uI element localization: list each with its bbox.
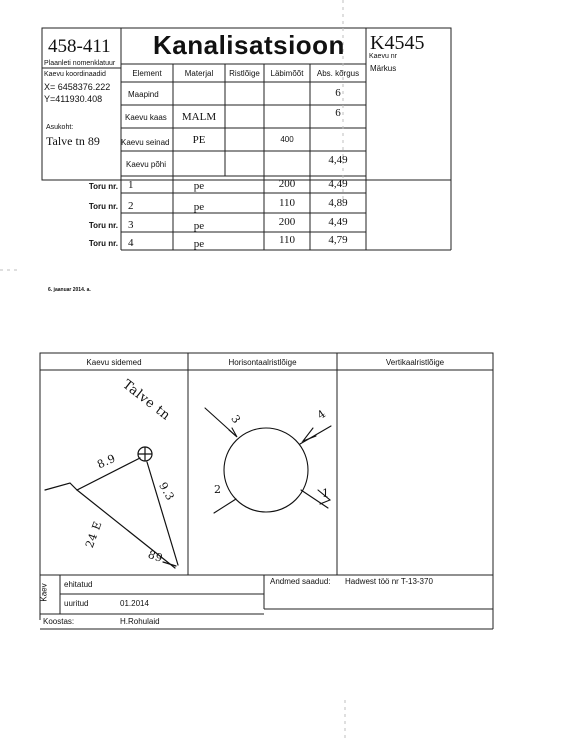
pipe-diameter: 200 — [278, 215, 296, 228]
row-height-value: 4,49 — [328, 154, 348, 166]
x-coordinate: X= 6458376.222 — [44, 82, 111, 92]
sketch-header-vertical: Vertikaalristlõige — [385, 357, 445, 367]
distance-label: 89 — [146, 547, 165, 566]
pipe-row-label: Toru nr. — [88, 220, 118, 230]
pipe-height: 4,79 — [328, 233, 348, 246]
plan-label: Plaanleti nomenklatuur — [44, 60, 116, 67]
pipe-row-label: Toru nr. — [88, 181, 118, 191]
pipe-height: 4,49 — [328, 215, 348, 228]
pipe-diameter: 110 — [278, 196, 296, 209]
street-note: Talve tn — [119, 377, 173, 424]
row-height-value: 6 — [335, 107, 341, 119]
col-header-abs-height: Abs. kõrgus — [316, 69, 360, 78]
col-header-diameter: Läbimõõt — [270, 69, 304, 78]
pipe-height: 4,89 — [328, 196, 348, 209]
pipe-material: pe — [193, 179, 205, 192]
sketch-header-horizontal: Horisontaalristlõige — [228, 357, 297, 367]
page-title: Kanalisatsioon — [153, 30, 345, 60]
row-material-value: PE — [192, 134, 206, 146]
row-height-value: 6 — [335, 87, 341, 99]
row-element-label: Maapind — [128, 89, 159, 99]
coords-label: Kaevu koordinaadid — [44, 71, 106, 78]
distance-label: 8.9 — [95, 451, 118, 472]
row-element-label: Kaevu kaas — [125, 112, 167, 122]
pipe-row-label: Toru nr. — [88, 238, 118, 248]
pipe-diameter: 110 — [278, 233, 296, 246]
data-source-label: Andmed saadud: — [270, 577, 331, 586]
row-element-label: Kaevu põhi — [126, 159, 167, 169]
house-note: 24 E — [82, 519, 105, 550]
surveyed-value: 01.2014 — [120, 599, 149, 608]
sketch-header-connections: Kaevu sidemed — [86, 357, 142, 367]
pipe-row-label: Toru nr. — [88, 201, 118, 211]
col-header-element: Element — [132, 69, 162, 78]
pipe-number: 1 — [128, 178, 134, 191]
data-source-value: Hadwest töö nr T-13-370 — [345, 577, 433, 586]
row-element-label: Kaevu seinad — [121, 137, 170, 147]
pipe-number: 4 — [128, 236, 134, 249]
pipe-material: pe — [193, 219, 205, 232]
pipe-number: 3 — [128, 218, 134, 231]
pipe-diameter: 200 — [278, 177, 296, 190]
pipe-height: 4,49 — [328, 177, 348, 190]
author-value: H.Rohulaid — [120, 617, 160, 626]
well-number-label: Kaevu nr — [369, 53, 398, 60]
pipe-number: 2 — [128, 199, 134, 212]
distance-label: 9.3 — [156, 480, 177, 503]
location-label: Asukoht: — [46, 124, 74, 131]
col-header-material: Materjal — [184, 69, 214, 78]
pipe-material: pe — [193, 200, 205, 213]
project-number: 458-411 — [48, 36, 111, 57]
date-note: 6. jaanuar 2014. a. — [48, 287, 91, 293]
row-diameter-value: 400 — [280, 134, 294, 144]
surveyed-label: uuritud — [64, 599, 89, 608]
location-value: Talve tn 89 — [46, 134, 100, 148]
y-coordinate: Y=411930.408 — [44, 94, 103, 104]
built-label: ehitatud — [64, 580, 93, 589]
pipe-label: 4 — [314, 407, 329, 422]
pipe-material: pe — [193, 237, 205, 250]
pipe-label: 1 — [322, 487, 330, 500]
col-header-crosssection: Ristlõige — [229, 69, 260, 78]
row-material-value: MALM — [181, 111, 217, 123]
author-label: Koostas: — [43, 617, 75, 626]
remarks-label: Märkus — [370, 64, 397, 73]
pipe-label: 3 — [228, 412, 244, 427]
well-number: K4545 — [370, 32, 425, 54]
pipe-label: 2 — [214, 483, 222, 496]
well-side-label: Kaev — [39, 583, 49, 602]
